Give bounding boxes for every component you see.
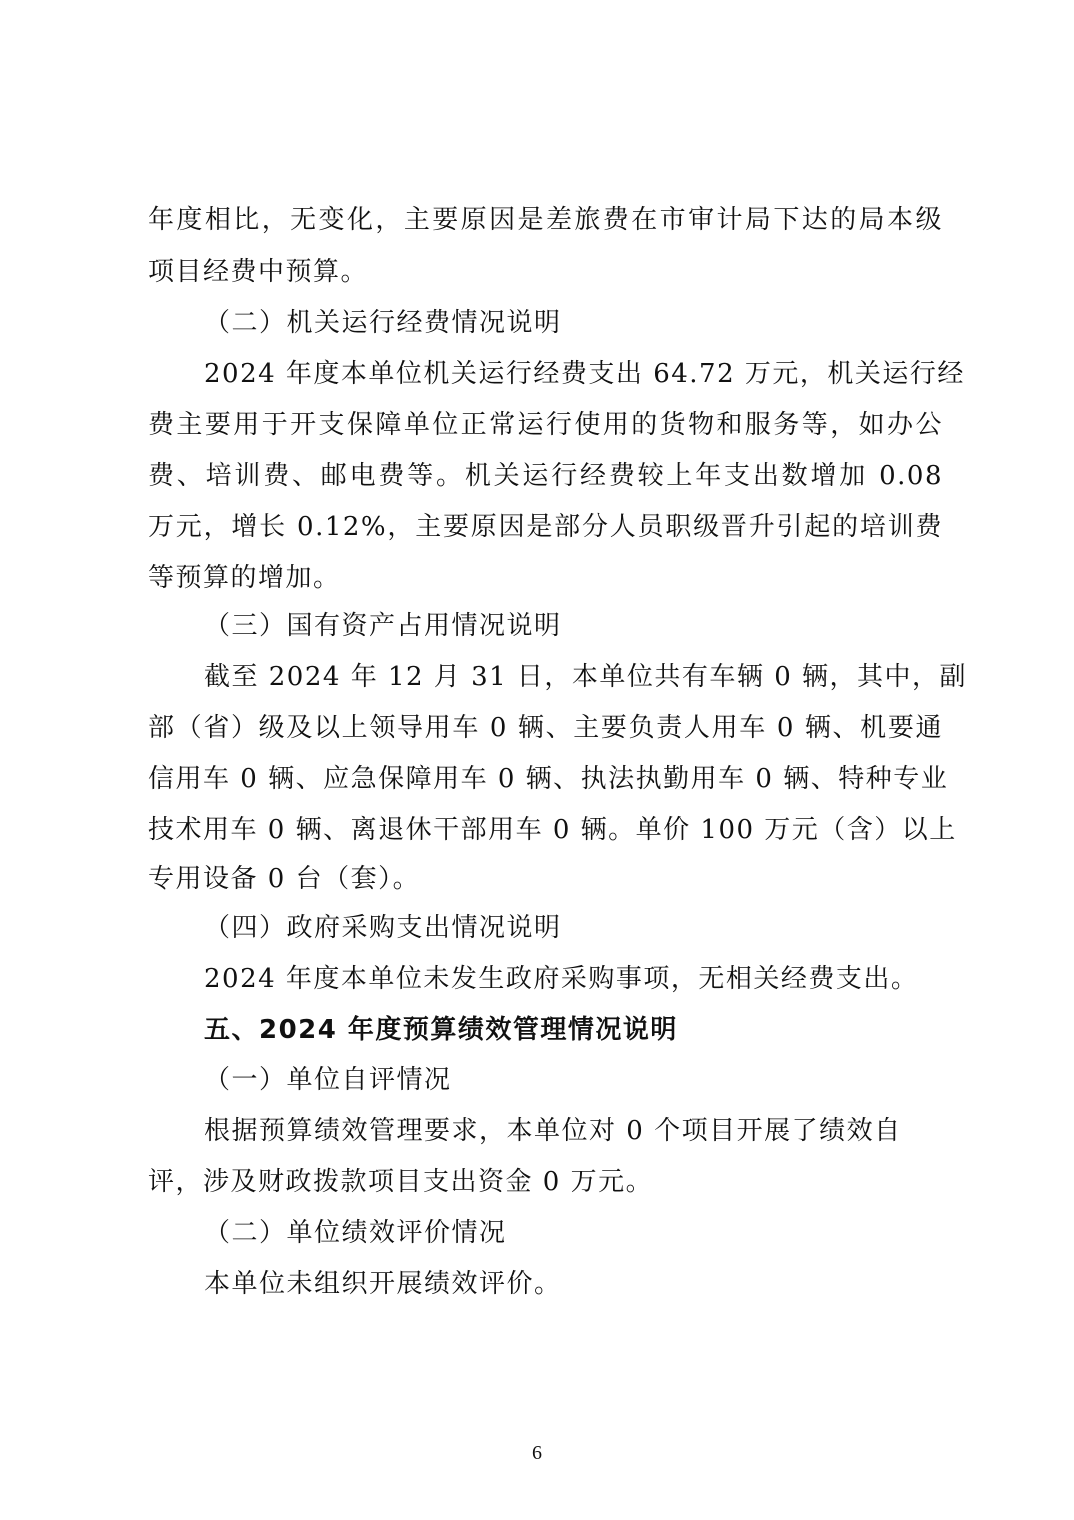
section-heading: （二）单位绩效评价情况 xyxy=(204,1218,507,1248)
paragraph-first-line: 2024 年度本单位未发生政府采购事项，无相关经费支出。 xyxy=(204,964,919,994)
body-text-line: 费主要用于开支保障单位正常运行使用的货物和服务等，如办公 xyxy=(148,410,943,440)
paragraph-first-line: 根据预算绩效管理要求，本单位对 0 个项目开展了绩效自 xyxy=(204,1116,902,1146)
body-text-line: 信用车 0 辆、应急保障用车 0 辆、执法执勤用车 0 辆、特种专业 xyxy=(148,764,949,794)
paragraph-first-line: 本单位未组织开展绩效评价。 xyxy=(204,1269,562,1299)
section-heading: （二）机关运行经费情况说明 xyxy=(204,308,562,338)
section-heading: （三）国有资产占用情况说明 xyxy=(204,611,562,641)
body-text-line: 部（省）级及以上领导用车 0 辆、主要负责人用车 0 辆、机要通 xyxy=(148,713,943,743)
paragraph-first-line: 截至 2024 年 12 月 31 日，本单位共有车辆 0 辆，其中，副 xyxy=(204,662,967,692)
body-text-line: 技术用车 0 辆、离退休干部用车 0 辆。单价 100 万元（含）以上 xyxy=(148,815,957,845)
section-heading: （一）单位自评情况 xyxy=(204,1065,452,1095)
chapter-heading: 五、2024 年度预算绩效管理情况说明 xyxy=(204,1015,678,1045)
body-text-line: 年度相比，无变化，主要原因是差旅费在市审计局下达的局本级 xyxy=(148,205,943,235)
body-text-line: 费、培训费、邮电费等。机关运行经费较上年支出数增加 0.08 xyxy=(148,461,943,491)
body-text-line: 评，涉及财政拨款项目支出资金 0 万元。 xyxy=(148,1167,654,1197)
section-heading: （四）政府采购支出情况说明 xyxy=(204,913,562,943)
body-text-line: 项目经费中预算。 xyxy=(148,257,369,287)
body-text-line: 专用设备 0 台（套）。 xyxy=(148,864,421,894)
body-text-line: 等预算的增加。 xyxy=(148,563,341,593)
paragraph-first-line: 2024 年度本单位机关运行经费支出 64.72 万元，机关运行经 xyxy=(204,359,965,389)
page-number: 6 xyxy=(532,1442,542,1464)
body-text-line: 万元，增长 0.12%，主要原因是部分人员职级晋升引起的培训费 xyxy=(148,512,943,542)
